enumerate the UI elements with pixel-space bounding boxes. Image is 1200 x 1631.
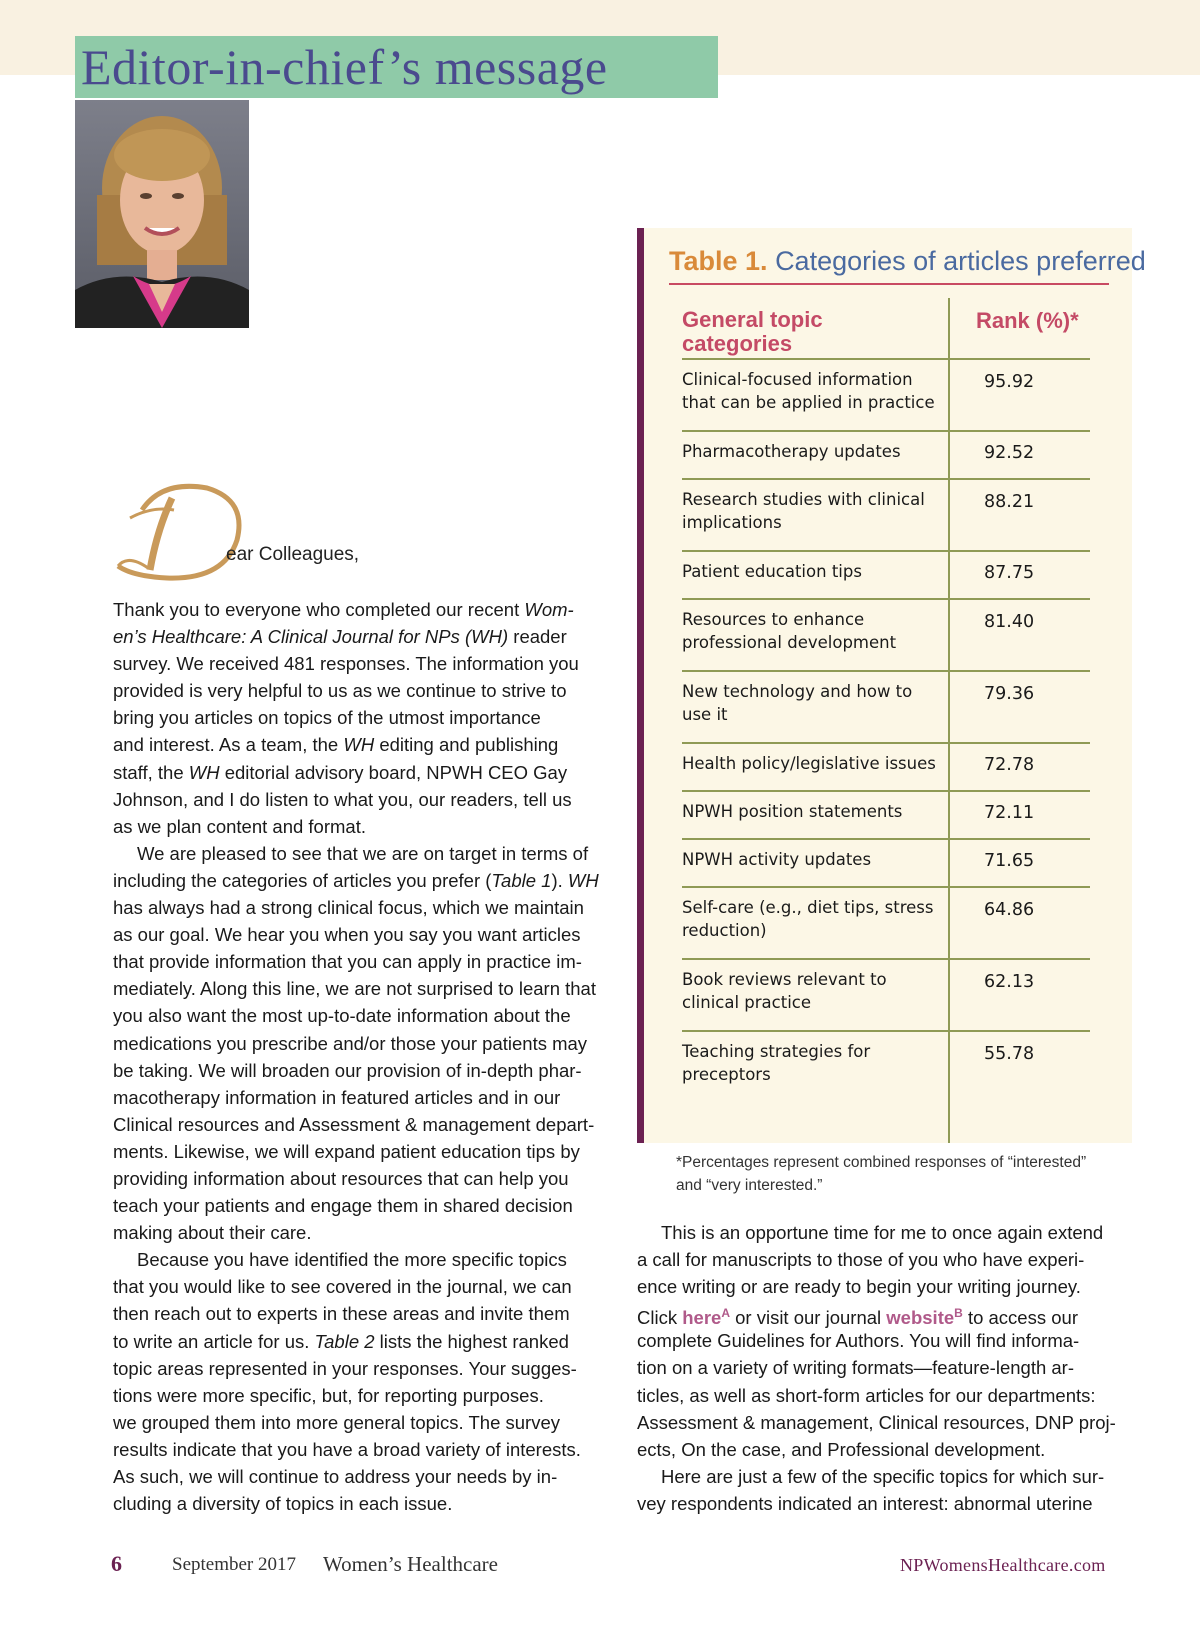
text-segment: Clinical resources and Assessment & management depart- bbox=[113, 1113, 595, 1135]
table-row-rule bbox=[950, 670, 1090, 672]
table-cell-topic: Clinical-focused information that can be applied in practice bbox=[682, 370, 935, 412]
text-segment: as our goal. We hear you when you say you want articles bbox=[113, 924, 581, 946]
table-row-rule bbox=[950, 1030, 1090, 1032]
text-line bbox=[113, 1030, 601, 1057]
text-line bbox=[113, 921, 601, 948]
text-segment: We are pleased to see that we are on target in terms of bbox=[137, 842, 589, 864]
table-row-rule bbox=[682, 838, 948, 840]
text-line bbox=[113, 786, 601, 813]
table-cell-topic: Teaching strategies for preceptors bbox=[682, 1042, 871, 1084]
table-header-topic: General topic categories bbox=[682, 307, 823, 356]
table-row-rule bbox=[950, 478, 1090, 480]
footer-website[interactable]: NPWomensHealthcare.com bbox=[900, 1555, 1106, 1575]
table-row-rule bbox=[950, 886, 1090, 888]
text-segment: Here are just a few of the specific topics for which sur- bbox=[661, 1465, 1105, 1487]
text-line bbox=[113, 1409, 601, 1436]
table-cell-rank: 95.92 bbox=[984, 372, 1035, 392]
letter-body-right bbox=[637, 1219, 1125, 1517]
table-title-text: Categories of articles preferred bbox=[775, 246, 1146, 276]
text-segment: WH bbox=[343, 734, 375, 756]
text-segment: be taking. We will broaden our provision of in-depth phar- bbox=[113, 1059, 582, 1081]
text-line bbox=[637, 1219, 1125, 1246]
table-cell-rank: 88.21 bbox=[984, 492, 1035, 512]
text-segment: ence writing or are ready to begin your writing journey. bbox=[637, 1276, 1081, 1298]
letter-body-left bbox=[113, 596, 601, 1517]
text-line bbox=[113, 813, 601, 840]
text-line bbox=[113, 1436, 601, 1463]
text-segment: and interest. As a team, the bbox=[113, 734, 344, 756]
text-line bbox=[113, 677, 601, 704]
text-segment: editorial advisory board, NPWH CEO Gay bbox=[219, 761, 568, 783]
table-cell-topic: Research studies with clinical implications bbox=[682, 490, 925, 532]
text-line bbox=[113, 1138, 601, 1165]
text-segment: Wom- bbox=[524, 599, 574, 620]
text-line bbox=[113, 1084, 601, 1111]
salutation: ear Colleagues, bbox=[226, 544, 360, 565]
text-line bbox=[637, 1409, 1125, 1436]
table-cell-topic: Resources to enhance professional development bbox=[682, 610, 897, 652]
table-cell-rank: 71.65 bbox=[984, 851, 1035, 871]
text-segment: bring you articles on topics of the utmost importance bbox=[113, 707, 541, 729]
table-title-rule bbox=[669, 283, 1109, 285]
text-segment: that you would like to see covered in the journal, we can bbox=[113, 1276, 572, 1298]
text-line bbox=[113, 1328, 601, 1355]
link-text[interactable]: B bbox=[954, 1306, 963, 1321]
text-segment: ments. Likewise, we will expand patient education tips by bbox=[113, 1140, 580, 1162]
text-segment: Because you have identified the more specific topics bbox=[137, 1249, 567, 1271]
text-line bbox=[637, 1327, 1125, 1354]
table-row-rule bbox=[682, 742, 948, 744]
table-cell-rank: 92.52 bbox=[984, 443, 1035, 463]
text-segment: to access our bbox=[962, 1307, 1078, 1329]
text-segment: medications you prescribe and/or those your patients may bbox=[113, 1032, 588, 1054]
table-cell-rank: 87.75 bbox=[984, 563, 1035, 583]
text-segment: mediately. Along this line, we are not surprised to learn that bbox=[113, 978, 596, 1000]
table-row-rule bbox=[950, 598, 1090, 600]
text-line bbox=[637, 1382, 1125, 1409]
text-segment: then reach out to experts in these areas and invite them bbox=[113, 1303, 570, 1325]
table-row-rule bbox=[682, 790, 948, 792]
table-column-divider bbox=[948, 298, 950, 1143]
text-segment: tions were more specific, but, for reporting purposes. bbox=[113, 1384, 544, 1406]
text-segment: Johnson, and I do listen to what you, our readers, tell us bbox=[113, 788, 572, 810]
text-line bbox=[113, 731, 601, 758]
text-line bbox=[113, 1382, 601, 1409]
text-line bbox=[637, 1436, 1125, 1463]
text-line bbox=[113, 975, 601, 1002]
text-line bbox=[113, 1002, 601, 1029]
text-line bbox=[637, 1490, 1125, 1517]
table-row-rule bbox=[682, 598, 948, 600]
text-line bbox=[113, 759, 601, 786]
text-segment: provided is very helpful to us as we continue to strive to bbox=[113, 680, 567, 702]
table-cell-rank: 72.11 bbox=[984, 803, 1035, 823]
text-segment: ticles, as well as short-form articles for our departments: bbox=[637, 1384, 1096, 1406]
text-line bbox=[637, 1300, 1125, 1327]
table-row-rule bbox=[682, 1030, 948, 1032]
table-row-rule bbox=[950, 790, 1090, 792]
text-line bbox=[113, 1300, 601, 1327]
footer-page-number: 6 bbox=[111, 1551, 122, 1576]
footer-issue: September 2017 bbox=[172, 1554, 297, 1575]
text-line bbox=[113, 1111, 601, 1138]
table-row-rule bbox=[682, 478, 948, 480]
text-line bbox=[113, 1273, 601, 1300]
table-row-rule bbox=[950, 550, 1090, 552]
table-cell-topic: NPWH position statements bbox=[682, 802, 903, 821]
table-cell-topic: New technology and how to use it bbox=[682, 682, 913, 724]
table-header-rank: Rank (%)* bbox=[976, 308, 1079, 333]
table-row-rule bbox=[682, 886, 948, 888]
table-row-rule bbox=[950, 958, 1090, 960]
text-segment: ects, On the case, and Professional development. bbox=[637, 1438, 1046, 1460]
text-segment: including the categories of articles you prefer ( bbox=[113, 869, 492, 891]
text-line bbox=[113, 840, 601, 867]
text-segment: complete Guidelines for Authors. You will find informa- bbox=[637, 1330, 1080, 1352]
table-row-rule bbox=[950, 358, 1090, 360]
text-segment: lists the highest ranked bbox=[374, 1330, 569, 1352]
text-segment: as we plan content and format. bbox=[113, 815, 366, 837]
table-cell-topic: Patient education tips bbox=[682, 562, 862, 581]
text-segment: Table 1 bbox=[491, 869, 552, 891]
table-row-rule bbox=[682, 430, 948, 432]
text-line bbox=[637, 1463, 1125, 1490]
text-line bbox=[637, 1354, 1125, 1381]
table-cell-topic: Pharmacotherapy updates bbox=[682, 442, 901, 461]
text-segment: macotherapy information in featured articles and in our bbox=[113, 1086, 561, 1108]
text-segment: survey. We received 481 responses. The information you bbox=[113, 653, 579, 675]
text-segment: that provide information that you can apply in practice im- bbox=[113, 951, 582, 973]
text-segment: reader bbox=[508, 626, 567, 648]
text-segment: you also want the most up-to-date information about the bbox=[113, 1005, 571, 1027]
table-cell-rank: 81.40 bbox=[984, 612, 1035, 632]
table-row-rule bbox=[682, 550, 948, 552]
text-segment: Click bbox=[637, 1307, 683, 1329]
text-line bbox=[113, 704, 601, 731]
table-cell-rank: 55.78 bbox=[984, 1044, 1035, 1064]
text-segment: tion on a variety of writing formats—feature-length ar- bbox=[637, 1357, 1074, 1379]
footer-journal: Women’s Healthcare bbox=[323, 1552, 498, 1576]
text-segment: WH bbox=[567, 869, 599, 891]
table-cell-topic: Self-care (e.g., diet tips, stress reduction) bbox=[682, 898, 934, 940]
text-segment: WH bbox=[188, 761, 220, 783]
page-title: Editor-in-chief’s message bbox=[81, 39, 608, 95]
table-row-rule bbox=[682, 958, 948, 960]
text-line bbox=[113, 894, 601, 921]
table-cell-rank: 64.86 bbox=[984, 900, 1035, 920]
text-segment: editing and publishing bbox=[374, 734, 559, 756]
text-segment: making about their care. bbox=[113, 1222, 312, 1244]
text-segment: staff, the bbox=[113, 761, 189, 783]
table-cell-rank: 62.13 bbox=[984, 972, 1035, 992]
text-line bbox=[113, 596, 601, 623]
text-line bbox=[113, 650, 601, 677]
text-segment: cluding a diversity of topics in each issue. bbox=[113, 1493, 453, 1515]
table-footnote: *Percentages represent combined responses of “interested” and “very interested.” bbox=[676, 1154, 1087, 1194]
table-title bbox=[669, 246, 1146, 277]
text-segment: teach your patients and engage them in shared decision bbox=[113, 1195, 573, 1217]
table-label: Table 1. bbox=[669, 246, 768, 276]
link-text[interactable]: here bbox=[682, 1307, 722, 1329]
text-line bbox=[113, 1192, 601, 1219]
text-segment: Thank you to everyone who completed our recent bbox=[113, 599, 525, 620]
table-row-rule bbox=[950, 742, 1090, 744]
text-segment: Table 2 bbox=[314, 1330, 375, 1352]
table-cell-topic: Health policy/legislative issues bbox=[682, 754, 936, 773]
text-segment: Assessment & management, Clinical resources, DNP proj- bbox=[637, 1411, 1116, 1433]
text-segment: we grouped them into more general topics. The survey bbox=[113, 1411, 560, 1433]
text-line bbox=[113, 1463, 601, 1490]
text-segment: en’s Healthcare: A Clinical Journal for NPs (WH) bbox=[113, 626, 509, 648]
text-segment: topic areas represented in your responses. Your sugges- bbox=[113, 1357, 577, 1379]
table-cell-rank: 72.78 bbox=[984, 755, 1035, 775]
text-line bbox=[113, 1246, 601, 1273]
text-segment: vey respondents indicated an interest: abnormal uterine bbox=[637, 1492, 1093, 1514]
text-segment: This is an opportune time for me to once again extend bbox=[661, 1222, 1104, 1243]
text-line bbox=[637, 1246, 1125, 1273]
text-line bbox=[113, 867, 601, 894]
table-row-rule bbox=[950, 430, 1090, 432]
text-line bbox=[113, 948, 601, 975]
text-segment: to write an article for us. bbox=[113, 1330, 315, 1352]
table-row-rule bbox=[682, 670, 948, 672]
table-cell-rank: 79.36 bbox=[984, 684, 1035, 704]
text-line bbox=[113, 1165, 601, 1192]
link-text[interactable]: website bbox=[886, 1307, 955, 1329]
table-1 bbox=[637, 228, 1146, 1143]
editor-photo bbox=[75, 100, 249, 328]
table-row-rule bbox=[682, 358, 948, 360]
text-line bbox=[113, 1219, 601, 1246]
text-segment: results indicate that you have a broad variety of interests. bbox=[113, 1438, 581, 1460]
text-line bbox=[113, 1057, 601, 1084]
text-segment: a call for manuscripts to those of you who have experi- bbox=[637, 1249, 1085, 1271]
title-bar bbox=[75, 36, 718, 98]
text-segment: has always had a strong clinical focus, which we maintain bbox=[113, 897, 584, 919]
text-line bbox=[113, 1490, 601, 1517]
text-line bbox=[113, 623, 601, 650]
table-cell-topic: Book reviews relevant to clinical practice bbox=[682, 970, 887, 1012]
text-line bbox=[113, 1355, 601, 1382]
text-segment: providing information about resources that can help you bbox=[113, 1167, 569, 1189]
text-segment: ). bbox=[551, 869, 568, 891]
link-text[interactable]: A bbox=[721, 1306, 730, 1321]
table-row-rule bbox=[950, 838, 1090, 840]
table-cell-topic: NPWH activity updates bbox=[682, 850, 872, 869]
text-segment: As such, we will continue to address your needs by in- bbox=[113, 1466, 558, 1487]
text-line bbox=[637, 1273, 1125, 1300]
text-segment: or visit our journal bbox=[729, 1307, 887, 1329]
drop-cap-letter-d bbox=[112, 470, 252, 590]
